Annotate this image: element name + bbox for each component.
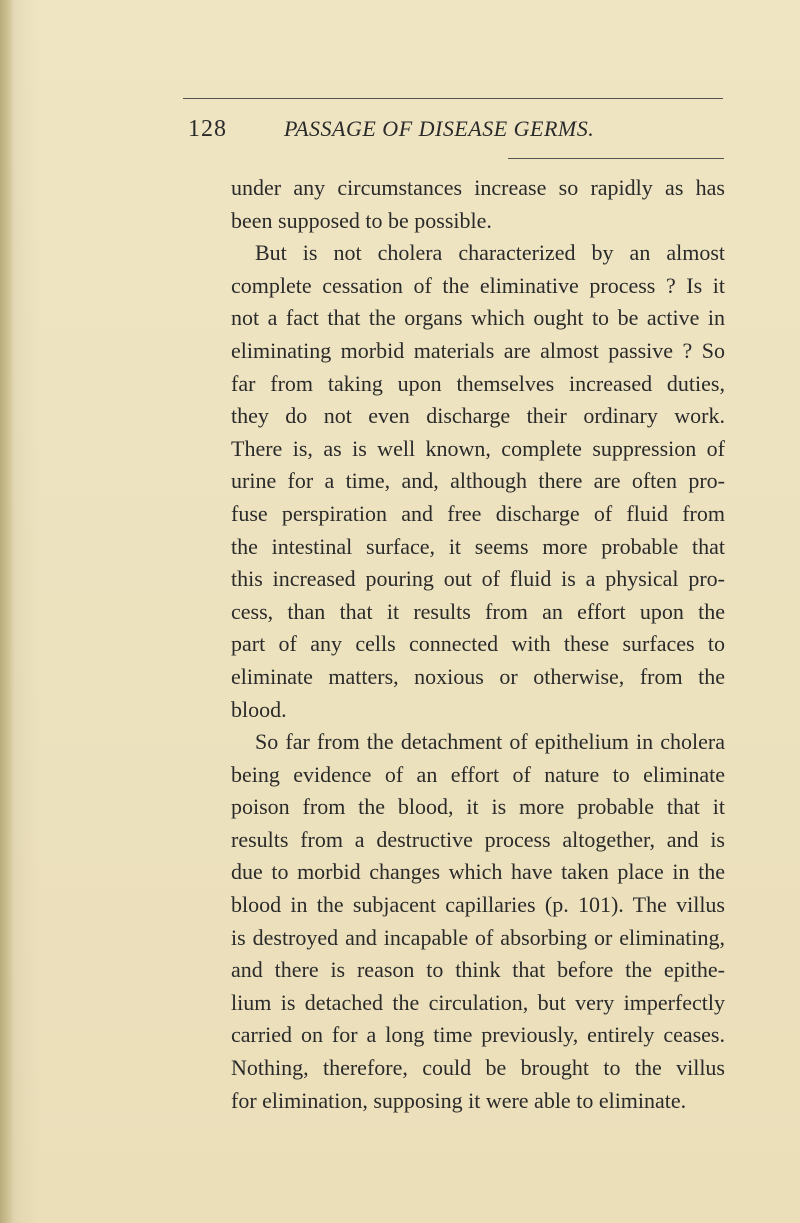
- text-line: But is not cholera characterized by an almost: [255, 240, 725, 266]
- text-line: eliminate matters, noxious or otherwise, from the: [231, 663, 725, 689]
- text-line: under any circumstances increase so rapidly as has: [231, 175, 725, 200]
- running-header: [188, 116, 728, 146]
- text-line: carried on for a long time previously, entirely ceases.: [231, 1022, 725, 1048]
- text-line: not a fact that the organs which ought to be active in: [231, 305, 725, 331]
- text-line: lium is detached the circulation, but very imperfectly: [231, 989, 725, 1015]
- text-line: Nothing, therefore, could be brought to the villus: [231, 1055, 725, 1081]
- text-line: being evidence of an effort of nature to eliminate: [231, 761, 725, 787]
- text-line: blood.: [231, 696, 287, 722]
- text-line: urine for a time, and, although there are often pro-: [231, 468, 725, 494]
- text-line: this increased pouring out of fluid is a physical pro-: [231, 566, 725, 592]
- page-gutter-shadow: [0, 0, 14, 1223]
- text-line: due to morbid changes which have taken place in the: [231, 859, 725, 885]
- text-line: they do not even discharge their ordinary work.: [231, 403, 725, 429]
- body-text: [231, 172, 725, 1117]
- text-line: fuse perspiration and free discharge of fluid from: [231, 500, 725, 526]
- text-line: So far from the detachment of epithelium in cholera: [255, 729, 725, 755]
- text-line: results from a destructive process altogether, and is: [231, 826, 725, 852]
- text-line: far from taking upon themselves increased duties,: [231, 370, 725, 396]
- header-top-rule: [183, 98, 723, 99]
- text-line: blood in the subjacent capillaries (p. 101). The villus: [231, 892, 725, 918]
- text-line: cess, than that it results from an effort upon the: [231, 598, 725, 624]
- text-line: the intestinal surface, it seems more probable that: [231, 533, 725, 559]
- running-title: PASSAGE OF DISEASE GERMS.: [284, 116, 595, 141]
- page-number: 128: [188, 116, 227, 142]
- text-line: and there is reason to think that before the epithe-: [231, 957, 725, 983]
- text-line: There is, as is well known, complete suppression of: [231, 435, 725, 461]
- text-line: been supposed to be possible.: [231, 207, 492, 233]
- text-line: part of any cells connected with these surfaces to: [231, 631, 725, 657]
- text-line: complete cessation of the eliminative process ? Is it: [231, 272, 725, 298]
- text-line: poison from the blood, it is more probable that it: [231, 794, 725, 820]
- text-line: for elimination, supposing it were able to eliminate.: [231, 1087, 687, 1113]
- text-line: is destroyed and incapable of absorbing or eliminating,: [231, 924, 725, 950]
- text-line: eliminating morbid materials are almost passive ? So: [231, 337, 725, 363]
- header-bottom-rule: [508, 158, 724, 159]
